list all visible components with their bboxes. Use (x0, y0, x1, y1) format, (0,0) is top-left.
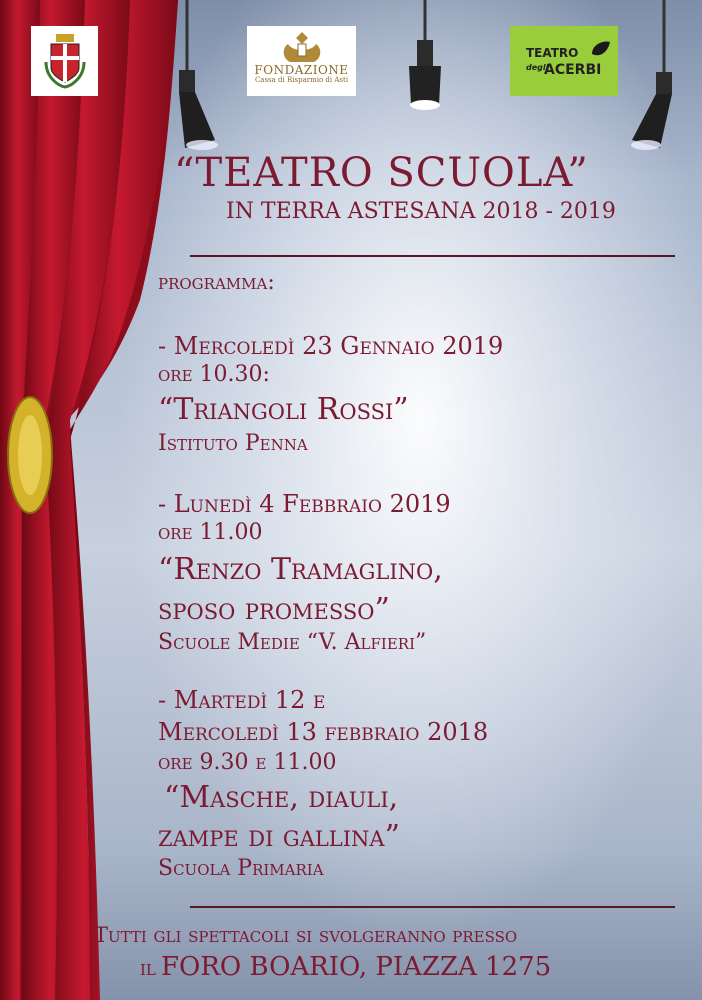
event-3-date-line2: Mercoledì 13 febbraio 2018 (158, 718, 489, 746)
fondazione-logo (247, 26, 356, 96)
footer-venue-intro: Tutti gli spettacoli si svolgeranno presso (94, 923, 518, 947)
event-2-title-line1: “Renzo Tramaglino, (158, 552, 443, 587)
event-2-performer: Scuole Medie “V. Alfieri” (158, 630, 427, 655)
event-3-title-line2: zampe di gallina” (158, 819, 400, 854)
fondazione-crest-icon (278, 30, 326, 64)
event-3-performer: Scuola Primaria (158, 856, 324, 881)
footer-venue-name: FORO BOARIO, PIAZZA 1275 (160, 952, 552, 982)
event-1-title: “Triangoli Rossi” (158, 392, 409, 427)
event-3-time: ore 9.30 e 11.00 (158, 750, 337, 775)
asti-coat-of-arms-logo (31, 26, 98, 96)
event-2-title-line2: sposo promesso” (158, 592, 390, 627)
leaf-icon (590, 40, 612, 60)
teatro-acerbi-logo-word3: ACERBI (544, 62, 602, 78)
event-2-time: ore 11.00 (158, 520, 263, 545)
event-1-time: ore 10.30: (158, 362, 270, 387)
divider-top (190, 255, 675, 257)
footer-venue-prefix: il (140, 956, 156, 981)
fondazione-logo-name: FONDAZIONE (254, 63, 349, 77)
event-1-date: - Mercoledì 23 Gennaio 2019 (158, 332, 504, 360)
fondazione-logo-subtitle: Cassa di Risparmio di Asti (254, 76, 349, 84)
footer-venue (140, 952, 551, 982)
teatro-acerbi-logo (510, 26, 618, 96)
stage-lamp-right-icon (620, 0, 690, 160)
event-2-date: - Lunedì 4 Febbraio 2019 (158, 490, 451, 518)
event-1-performer: Istituto Penna (158, 431, 308, 456)
program-label: programma: (158, 270, 275, 295)
event-3-date-line1: - Martedì 12 e (158, 686, 326, 714)
divider-bottom (190, 906, 675, 908)
event-3-title-line1: “Masche, diauli, (164, 780, 399, 815)
teatro-acerbi-logo-word1: TEATRO (526, 46, 579, 60)
stage-lamp-center-icon (395, 0, 455, 120)
poster-title: “TEATRO SCUOLA” (174, 150, 589, 196)
coat-of-arms-icon (43, 32, 87, 90)
teatro-acerbi-logo-word2: degli (526, 63, 549, 72)
red-curtain (0, 0, 180, 1000)
poster-subtitle: IN TERRA ASTESANA 2018 - 2019 (226, 199, 616, 224)
